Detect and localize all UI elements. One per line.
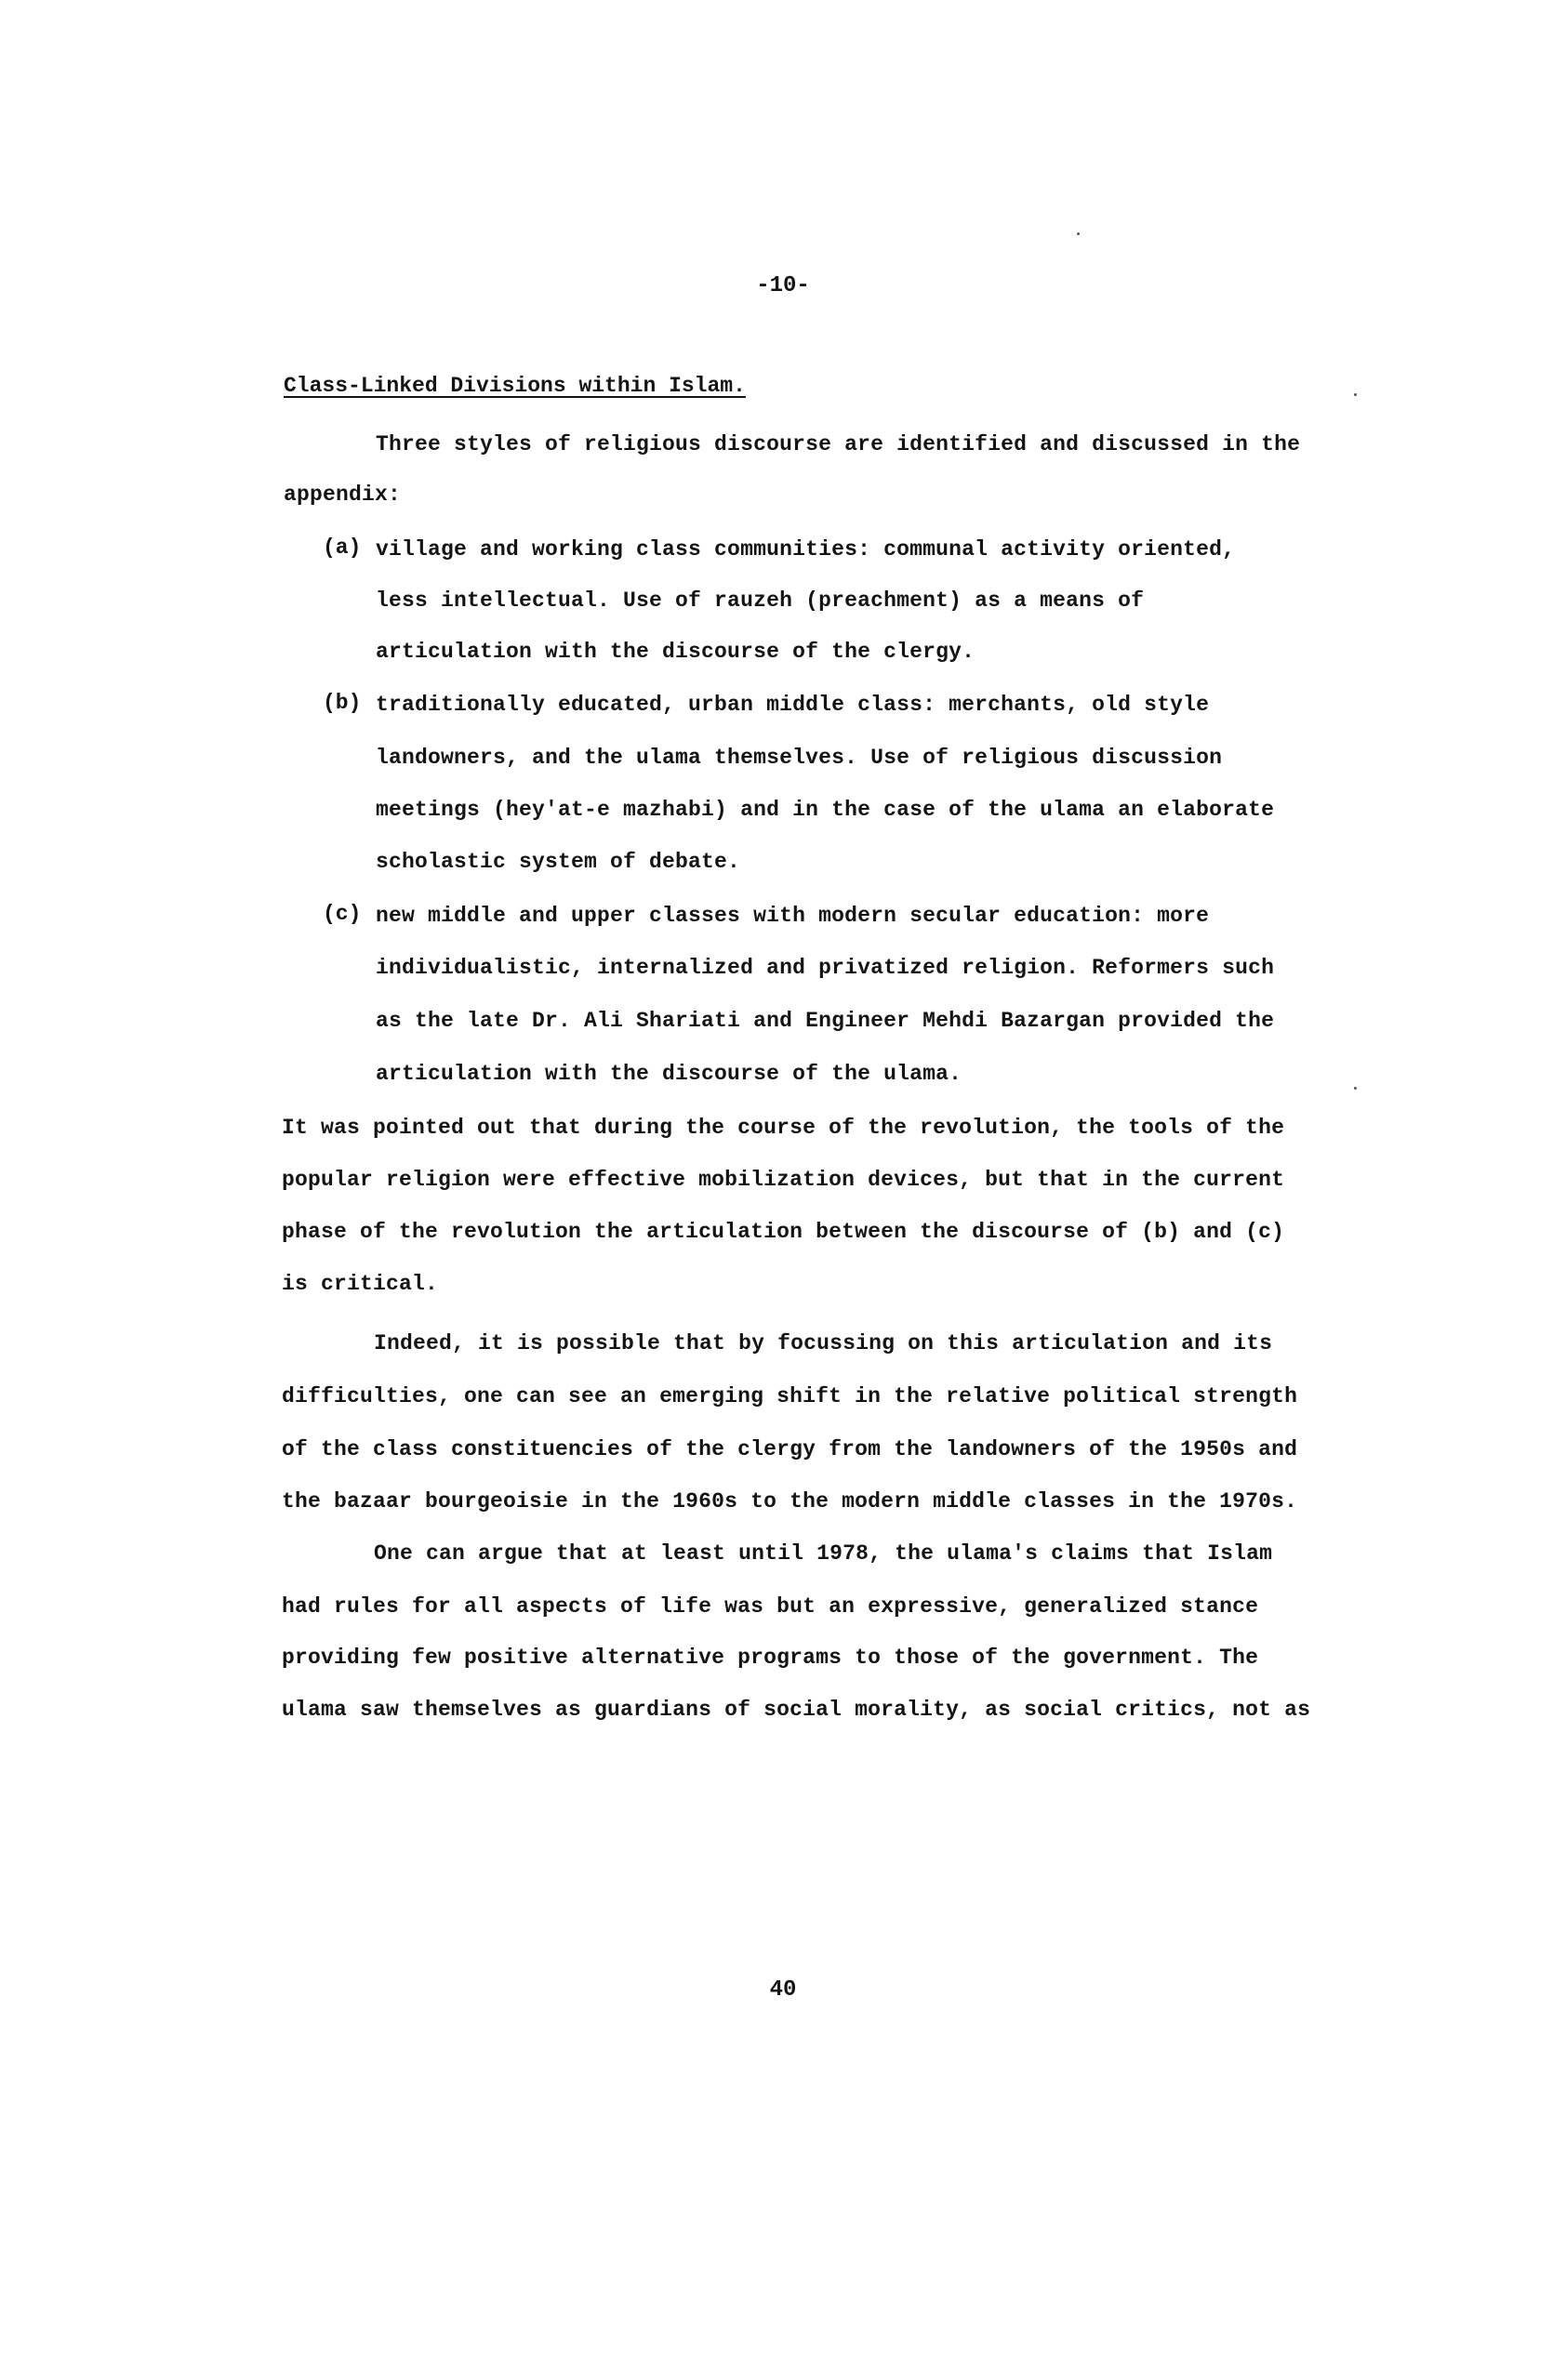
- para-revolution-line-2: popular religion were effective mobilization devices, but that in the current: [282, 1168, 1285, 1192]
- para-indeed-line-2: difficulties, one can see an emerging shift in the relative political strength: [282, 1384, 1298, 1408]
- para-indeed-line-4: the bazaar bourgeoisie in the 1960s to the modern middle classes in the 1970s.: [282, 1489, 1298, 1514]
- para-argue-line-3: providing few positive alternative programs to those of the government. The: [282, 1646, 1259, 1670]
- para-revolution-line-3: phase of the revolution the articulation between the discourse of (b) and (c): [282, 1220, 1285, 1244]
- item-c-marker: (c): [323, 902, 362, 926]
- para-indeed-line-1: Indeed, it is possible that by focussing on this articulation and its: [374, 1331, 1273, 1355]
- para-revolution-line-4: is critical.: [282, 1272, 439, 1296]
- item-a-line-2: less intellectual. Use of rauzeh (preachment) as a means of: [376, 588, 1145, 613]
- item-b-line-4: scholastic system of debate.: [376, 850, 741, 874]
- item-b-line-2: landowners, and the ulama themselves. Use of religious discussion: [376, 746, 1223, 770]
- intro-line-2: appendix:: [284, 483, 402, 507]
- para-argue-line-1: One can argue that at least until 1978, the ulama's claims that Islam: [374, 1541, 1273, 1566]
- section-heading: Class-Linked Divisions within Islam.: [284, 374, 746, 398]
- item-c-line-3: as the late Dr. Ali Shariati and Engineer Mehdi Bazargan provided the: [376, 1009, 1275, 1033]
- item-c-line-4: articulation with the discourse of the ulama.: [376, 1062, 962, 1086]
- page-number-header: -10-: [756, 273, 810, 298]
- scan-speck: [1354, 393, 1357, 396]
- scan-speck: [1354, 1087, 1357, 1090]
- item-c-line-1: new middle and upper classes with modern secular education: more: [376, 904, 1210, 928]
- item-a-marker: (a): [323, 536, 362, 560]
- scan-speck: [1077, 232, 1080, 235]
- intro-line-1: Three styles of religious discourse are identified and discussed in the: [376, 432, 1301, 456]
- page-number-footer: 40: [769, 1977, 797, 2003]
- para-argue-line-2: had rules for all aspects of life was but an expressive, generalized stance: [282, 1594, 1259, 1619]
- item-b-line-1: traditionally educated, urban middle class: merchants, old style: [376, 693, 1210, 717]
- item-b-line-3: meetings (hey'at-e mazhabi) and in the case of the ulama an elaborate: [376, 798, 1275, 822]
- para-argue-line-4: ulama saw themselves as guardians of social morality, as social critics, not as: [282, 1698, 1311, 1722]
- para-indeed-line-3: of the class constituencies of the clergy from the landowners of the 1950s and: [282, 1437, 1298, 1461]
- item-a-line-3: articulation with the discourse of the clergy.: [376, 640, 975, 664]
- para-revolution-line-1: It was pointed out that during the course of the revolution, the tools of the: [282, 1116, 1285, 1140]
- item-c-line-2: individualistic, internalized and privatized religion. Reformers such: [376, 956, 1275, 980]
- item-a-line-1: village and working class communities: communal activity oriented,: [376, 537, 1236, 562]
- item-b-marker: (b): [323, 691, 362, 715]
